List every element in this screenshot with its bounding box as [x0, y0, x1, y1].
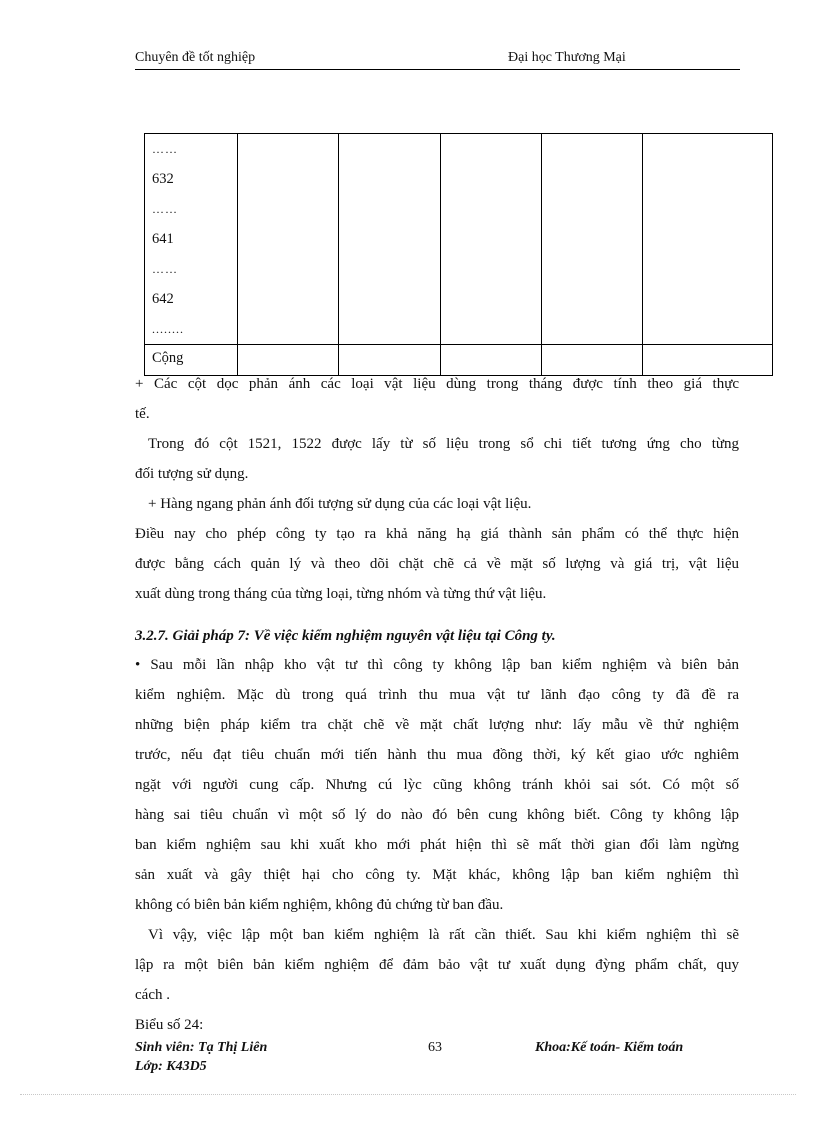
- footer-faculty: Khoa:Kế toán- Kiểm toán: [535, 1040, 684, 1055]
- account-641: 641: [152, 231, 174, 247]
- text-line: lập ra một biên bản kiểm nghiệm để đảm bảo vật tư xuất dụng đỳng phẩm chất, quy: [135, 957, 739, 973]
- account-cell: [145, 134, 238, 345]
- text-line: sản xuất và gây thiệt hại cho công ty. Mặt khác, không lập ban kiểm nghiệm thì: [135, 867, 739, 883]
- page-footer: [135, 1040, 740, 1080]
- account-632: 632: [152, 171, 174, 187]
- page-header: [135, 50, 740, 70]
- text-line: được bằng cách quản lý và theo dõi chặt chẽ cả về mặt số lượng và giá trị, vật liệu: [135, 556, 739, 572]
- text-line: + Hàng ngang phản ánh đối tượng sử dụng của các loại vật liệu.: [148, 496, 532, 512]
- ellipsis-line: ……: [152, 142, 178, 156]
- text-line: + Các cột dọc phản ánh các loại vật liệu dùng trong tháng được tính theo giá thực: [135, 376, 739, 392]
- text-line: • Sau mỗi lần nhập kho vật tư thì công ty không lập ban kiểm nghiệm và biên bản: [135, 657, 739, 673]
- section-heading: 3.2.7. Giải pháp 7: Về việc kiểm nghiệm nguyên vật liệu tại Công ty.: [135, 628, 556, 644]
- text-line: đối tượng sử dụng.: [135, 466, 249, 482]
- material-allocation-table: [144, 133, 773, 376]
- footer-class: Lớp: K43D5: [135, 1059, 207, 1074]
- table-row: [145, 134, 773, 345]
- text-line: Vì vậy, việc lập một ban kiểm nghiệm là rất cần thiết. Sau khi kiểm nghiệm thì sẽ: [148, 927, 739, 943]
- text-line: Trong đó cột 1521, 1522 được lấy từ số liệu trong sổ chi tiết tương ứng cho từng: [148, 436, 739, 452]
- paragraph-columns: [135, 369, 739, 429]
- text-line: ngặt với người cung cấp. Nhưng cú lỳc cũng không tránh khỏi sai sót. Có một số: [135, 777, 739, 793]
- footer-student: Sinh viên: Tạ Thị Liên: [135, 1040, 268, 1055]
- text-line: kiểm nghiệm. Mặc dù trong quá trình thu mua vật tư lãnh đạo công ty đã đề ra: [135, 687, 739, 703]
- table-cell: [542, 134, 643, 345]
- text-line: Biểu số 24:: [135, 1017, 204, 1033]
- text-line: những biện pháp kiểm tra chặt chẽ về mặt chất lượng như: lấy mẫu về thử nghiệm: [135, 717, 739, 733]
- text-line: tế.: [135, 406, 150, 422]
- table-cell: [238, 134, 339, 345]
- text-line: hàng sai tiêu chuẩn vì một số lý do nào đó bên cung không biết. Công ty không lập: [135, 807, 739, 823]
- total-label: Cộng: [145, 345, 238, 376]
- ellipsis-line: ……: [152, 262, 178, 276]
- text-line: cách .: [135, 987, 170, 1003]
- table-cell: [339, 134, 441, 345]
- text-line: xuất dùng trong tháng của từng loại, từng nhóm và từng thứ vật liệu.: [135, 586, 547, 602]
- text-line: ban kiểm nghiệm sau khi xuất kho mới phát hiện thì sẽ mất thời gian đổi làm ngừng: [135, 837, 739, 853]
- text-line: trước, nếu đạt tiêu chuẩn mới tiến hành thu mua đồng thời, ký kết giao ước nghiêm: [135, 747, 739, 763]
- paragraph-inspection: [135, 650, 739, 920]
- header-thesis-title: Chuyên đề tốt nghiệp: [135, 50, 256, 65]
- ellipsis-line: ........: [152, 322, 184, 336]
- table-cell: [643, 134, 773, 345]
- page-boundary: [20, 1094, 796, 1095]
- paragraph-rows: [135, 489, 739, 519]
- table-caption: [135, 1010, 739, 1040]
- ellipsis-line: ……: [152, 202, 178, 216]
- header-university: Đại học Thương Mại: [508, 50, 626, 65]
- page-number: 63: [428, 1040, 442, 1055]
- paragraph-accounts: [135, 429, 739, 489]
- paragraph-benefit: [135, 519, 739, 609]
- table-cell: [441, 134, 542, 345]
- paragraph-conclusion: [135, 920, 739, 1010]
- account-642: 642: [152, 291, 174, 307]
- text-line: Điều nay cho phép công ty tạo ra khả năng hạ giá thành sản phẩm có thể thực hiện: [135, 526, 739, 542]
- text-line: không có biên bản kiểm nghiệm, không đủ chứng từ ban đầu.: [135, 897, 504, 913]
